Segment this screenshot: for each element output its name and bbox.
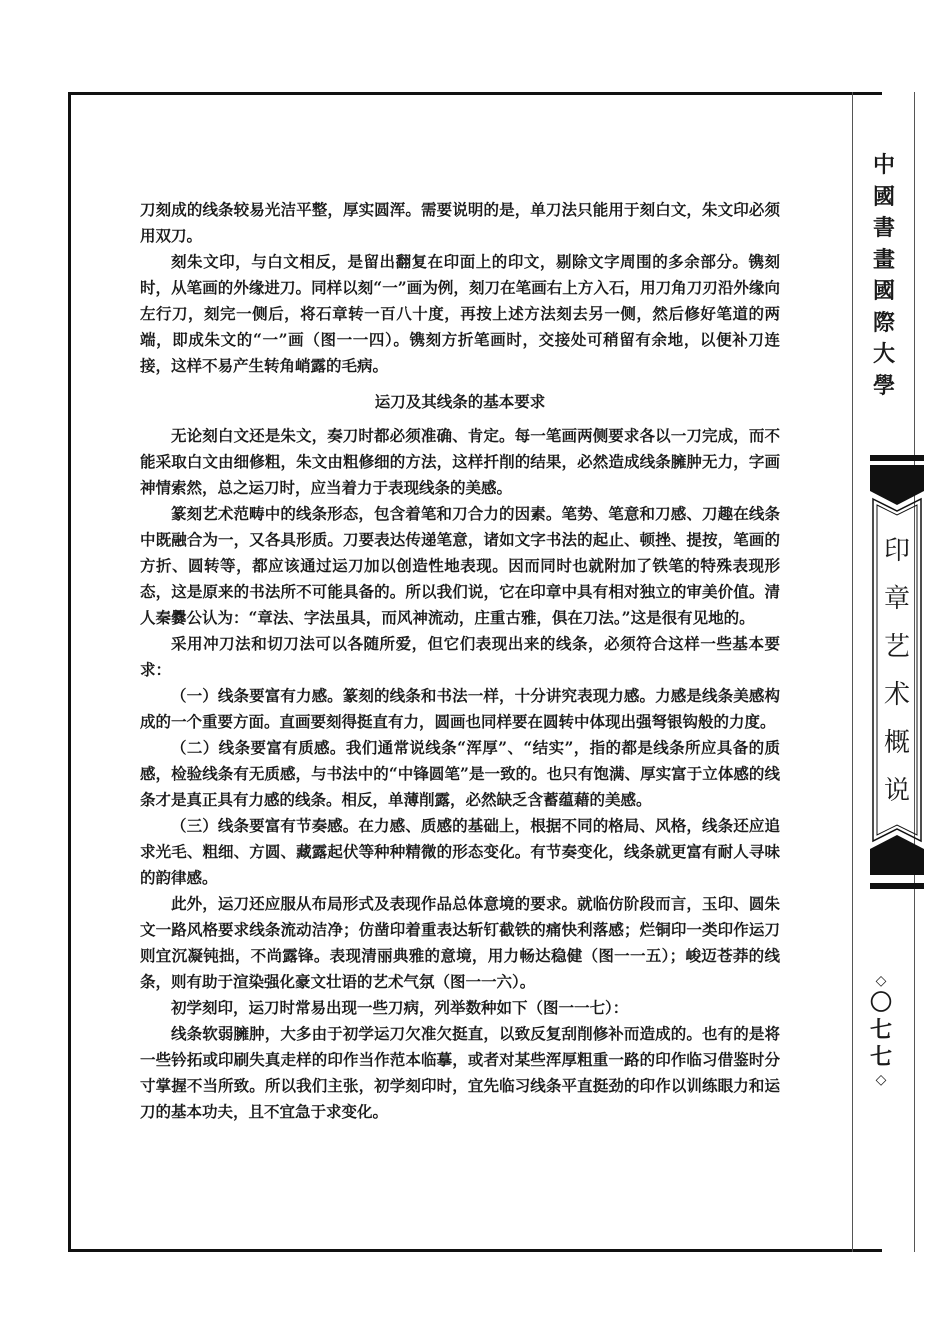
paragraph: （三）线条要富有节奏感。在力感、质感的基础上，根据不同的格局、风格，线条还应追求光毛、粗细、方圆、藏露起伏等种种精微的形态变化。有节奏变化，线条就更富有耐人寻味的韵律感。 bbox=[140, 816, 780, 887]
publisher-char: 書 bbox=[872, 215, 895, 241]
publisher-char: 學 bbox=[872, 372, 895, 399]
paragraph: 刀刻成的线条较易光洁平整，厚实圆浑。需要说明的是，单刀法只能用于刻白文，朱文印必须用双刀。 bbox=[140, 200, 780, 245]
publisher-char: 際 bbox=[872, 309, 895, 336]
paragraph: （二）线条要富有质感。我们通常说线条“浑厚”、“结实”，指的都是线条所应具备的质感，检验线条有无质感，与书法中的“中锋圆笔”是一致的。也只有饱满、厚实富于立体感的线条才是真正具有力感的线条。相反，单薄削露，必然缺乏含蓄蕴藉的美感。 bbox=[140, 738, 780, 809]
page-number-char: 〇 bbox=[869, 990, 892, 1016]
publisher-char: 國 bbox=[872, 183, 895, 210]
book-title-label bbox=[870, 465, 924, 875]
diamond-icon: ◇ bbox=[875, 1072, 887, 1088]
body-text bbox=[140, 197, 780, 1125]
title-char: 艺 bbox=[883, 632, 910, 662]
publisher-char: 中 bbox=[872, 152, 895, 178]
publisher-char: 國 bbox=[872, 278, 895, 304]
title-bar-top bbox=[870, 455, 924, 461]
sidebar-rule-left bbox=[852, 92, 853, 1252]
diamond-icon: ◇ bbox=[875, 973, 887, 989]
title-char: 说 bbox=[883, 776, 910, 806]
section-heading: 运刀及其线条的基本要求 bbox=[374, 392, 546, 411]
book-title bbox=[870, 527, 924, 817]
page-number bbox=[862, 972, 900, 1089]
paragraph: 此外，运刀还应服从布局形式及表现作品总体意境的要求。就临仿阶段而言，玉印、圆朱文一路风格要求线条流动洁净；仿凿印着重表达斩钉截铁的痛快利落感；烂铜印一类印作运刀则宜沉凝钝拙，不尚露锋。表现清丽典雅的意境，用力畅达稳健（图一一五）；峻迈苍莽的线条，则有助于渲染强化豪文壮语的艺术气氛（图一一六）。 bbox=[140, 894, 780, 991]
publisher-char: 大 bbox=[872, 341, 895, 367]
paragraph: 无论刻白文还是朱文，奏刀时都必须准确、肯定。每一笔画两侧要求各以一刀完成，而不能采取白文由细修粗，朱文由粗修细的方法，这样扦削的结果，必然造成线条臃肿无力，字画神情索然，总之运刀时，应当着力于表现线条的美感。 bbox=[140, 426, 780, 497]
publisher-char: 畫 bbox=[872, 246, 895, 273]
page-number-char: 七 bbox=[869, 1017, 892, 1043]
page-number-char: 七 bbox=[869, 1044, 892, 1070]
title-char: 术 bbox=[883, 680, 910, 710]
paragraph: 线条软弱臃肿，大多由于初学运刀欠准欠挺直，以致反复刮削修补而造成的。也有的是将一些钤拓或印刷失真走样的印作当作范本临摹，或者对某些浑厚粗重一路的印作临习借鉴时分寸掌握不当所致。所以我们主张，初学刻印时，宜先临习线条平直挺劲的印作以训练眼力和运刀的基本功夫，且不宜急于求变化。 bbox=[140, 1024, 780, 1121]
paragraph: 刻朱文印，与白文相反，是留出翻复在印面上的印文，剔除文字周围的多余部分。镌刻时，从笔画的外缘进刀。同样以刻“一”画为例，刻刀在笔画右上方入石，用刀角刀刃沿外缘向左行刀，刻完一侧后，将石章转一百八十度，再按上述方法刻去另一侧，然后修好笔道的两端，即成朱文的“一”画（图一一四）。镌刻方折笔画时，交接处可稍留有余地，以便补刀连接，这样不易产生转角峭露的毛病。 bbox=[140, 252, 780, 375]
paragraph: 采用冲刀法和切刀法可以各随所爱，但它们表现出来的线条，必须符合这样一些基本要求： bbox=[140, 634, 780, 679]
paragraph: 篆刻艺术范畴中的线条形态，包含着笔和刀合力的因素。笔势、笔意和刀感、刀趣在线条中既融合为一，又各具形质。刀要表达传递笔意，诸如文字书法的起止、顿挫、提按，笔画的方折、圆转等，都应该通过运刀加以创造性地表现。因而同时也就附加了铁笔的特殊表现形态，这是原来的书法所不可能具备的。所以我们说，它在印章中具有相对独立的审美价值。清人秦爨公认为：“章法、字法虽具，而风神流动，庄重古雅，俱在刀法。”这是很有见地的。 bbox=[140, 504, 780, 627]
publisher-name bbox=[858, 150, 910, 399]
title-char: 章 bbox=[883, 584, 910, 614]
paragraph: 初学刻印，运刀时常易出现一些刀病，列举数种如下（图一一七）： bbox=[171, 998, 629, 1017]
title-char: 概 bbox=[883, 728, 910, 758]
title-bar-bottom bbox=[870, 883, 924, 889]
title-char: 印 bbox=[883, 536, 910, 566]
paragraph: （一）线条要富有力感。篆刻的线条和书法一样，十分讲究表现力感。力感是线条美感构成的一个重要方面。直画要刻得挺直有力，圆画也同样要在圆转中体现出强弩银钩般的力度。 bbox=[140, 686, 780, 731]
